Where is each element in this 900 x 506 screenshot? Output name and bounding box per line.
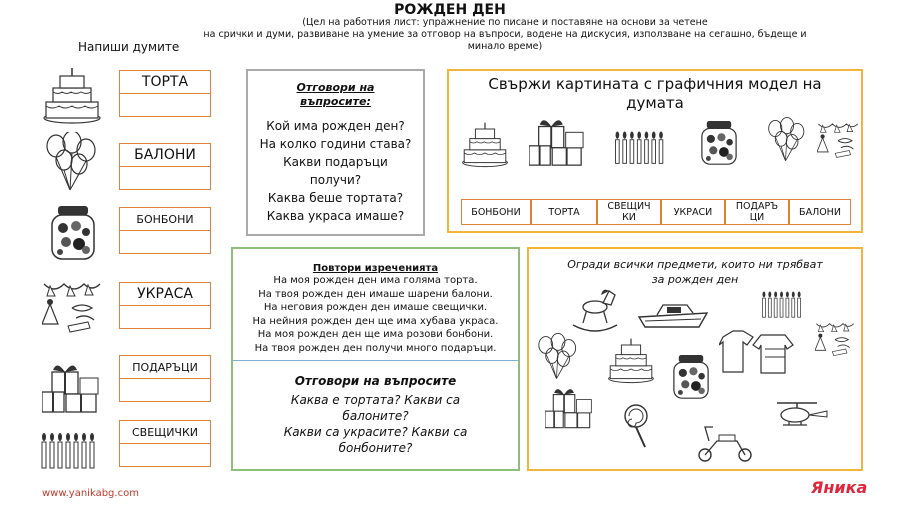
answer-heading: Отговори на въпросите [294, 374, 457, 388]
writing-line[interactable] [120, 444, 210, 466]
match-cell[interactable]: УКРАСИ [661, 199, 725, 225]
write-words-label: Напиши думите [78, 40, 180, 54]
cake-icon [461, 121, 509, 169]
writing-line[interactable] [120, 94, 210, 116]
word-box-bonboni [119, 207, 211, 254]
question: балоните? [342, 409, 409, 423]
word-box-baloni [119, 143, 211, 190]
candy-jar-icon[interactable] [669, 353, 713, 401]
question: Каква украса имаше? [266, 209, 405, 223]
balloons-icon [42, 132, 102, 194]
circle-heading [529, 257, 861, 287]
decorations-icon [817, 115, 859, 165]
word-box-sveshtichki [119, 420, 211, 467]
match-cell[interactable]: БОНБОНИ [461, 199, 531, 225]
match-cell[interactable]: ТОРТА [531, 199, 597, 225]
question: Кой има рожден ден? [266, 119, 405, 133]
balloons-icon [765, 117, 809, 165]
word-label: СВЕЩИЧКИ [120, 421, 210, 444]
sentence: На твоя рожден ден получи много подаръци. [254, 342, 497, 354]
candles-icon[interactable] [761, 287, 805, 321]
subtitle-line: на срички и думи, развиване на умение за отговор на въпроси, водене на дискусия, използване на сегашно, бъдеще и [203, 29, 807, 40]
divider [233, 360, 518, 361]
page-subtitle [180, 17, 830, 53]
heading-line: думата [626, 94, 684, 112]
answer-questions [263, 392, 488, 456]
question: Каква беше тортата? [267, 191, 404, 205]
brand-logo: Яника [811, 478, 868, 497]
heading-line: Свържи картината с графичния модел на [488, 75, 822, 93]
writing-line[interactable] [120, 379, 210, 401]
word-label: БОНБОНИ [120, 208, 210, 231]
candy-jar-icon [697, 119, 741, 167]
repeat-heading: Повтори изреченията [312, 263, 439, 274]
cake-icon [42, 66, 102, 126]
word-box-torta [119, 70, 211, 117]
writing-line[interactable] [120, 306, 210, 328]
word-label: БАЛОНИ [120, 144, 210, 167]
heading-line: Огради всички предмети, които ни трябват [567, 258, 823, 271]
subtitle-line: минало време) [467, 41, 543, 52]
decorations-icon[interactable] [815, 319, 855, 359]
questions-panel [246, 69, 425, 236]
clothes-icon[interactable] [719, 329, 799, 379]
page-title: РОЖДЕН ДЕН [394, 2, 506, 18]
candles-icon [613, 127, 669, 167]
candles-icon [40, 428, 100, 472]
questions-list [248, 117, 423, 225]
gifts-icon [529, 113, 585, 169]
writing-line[interactable] [120, 167, 210, 189]
repeat-sentences-panel [231, 247, 520, 471]
match-word-row [461, 199, 851, 225]
writing-line[interactable] [120, 231, 210, 253]
match-cell[interactable]: БАЛОНИ [789, 199, 851, 225]
match-panel [447, 69, 863, 233]
match-heading [449, 75, 861, 113]
cake-icon[interactable] [607, 337, 655, 385]
question: Какви подаръци [283, 155, 388, 169]
question: получи? [309, 173, 362, 187]
balloons-icon[interactable] [535, 333, 581, 383]
word-label: ТОРТА [120, 71, 210, 94]
website-link[interactable]: www.yanikabg.com [42, 488, 139, 499]
sentence: На твоя рожден ден имаше шарени балони. [258, 288, 493, 300]
circle-items-panel [527, 247, 863, 471]
word-box-podaratsi [119, 355, 211, 402]
rocking-horse-icon[interactable] [569, 285, 621, 333]
question: Каква е тортата? Какви са [290, 393, 461, 407]
match-cell[interactable]: СВЕЩИЧ КИ [597, 199, 661, 225]
sentence: На неговия рожден ден имаше свещички. [263, 302, 488, 313]
sentence: На нейния рожден ден ще има хубава украса. [252, 315, 499, 327]
decorations-icon [42, 278, 102, 336]
question: Какви са украсите? Какви са [283, 425, 468, 439]
question: бонбоните? [338, 441, 413, 455]
scooter-icon[interactable] [695, 423, 755, 463]
subtitle-line: (Цел на работния лист: упражнение по писане и поставяне на основи за четене [302, 17, 708, 28]
question: На колко години става? [259, 137, 412, 151]
gifts-icon [42, 358, 100, 416]
heading-line: Отговори на [296, 81, 375, 94]
heading-line: въпросите: [300, 95, 371, 108]
questions-heading [248, 81, 423, 109]
match-cell[interactable]: ПОДАРЪ ЦИ [725, 199, 789, 225]
word-label: ПОДАРЪЦИ [120, 356, 210, 379]
word-box-ukrasa [119, 282, 211, 329]
sentence: На моя рожден ден има голяма торта. [273, 275, 478, 286]
heading-line: за рожден ден [651, 273, 739, 286]
word-label: УКРАСА [120, 283, 210, 306]
helicopter-icon[interactable] [767, 399, 831, 431]
sentence: На моя рожден ден ще има розови бонбони. [257, 329, 494, 340]
gifts-icon[interactable] [545, 383, 593, 431]
candy-jar-icon [46, 204, 100, 262]
lollipop-icon[interactable] [621, 403, 651, 449]
boat-icon[interactable] [637, 301, 713, 331]
